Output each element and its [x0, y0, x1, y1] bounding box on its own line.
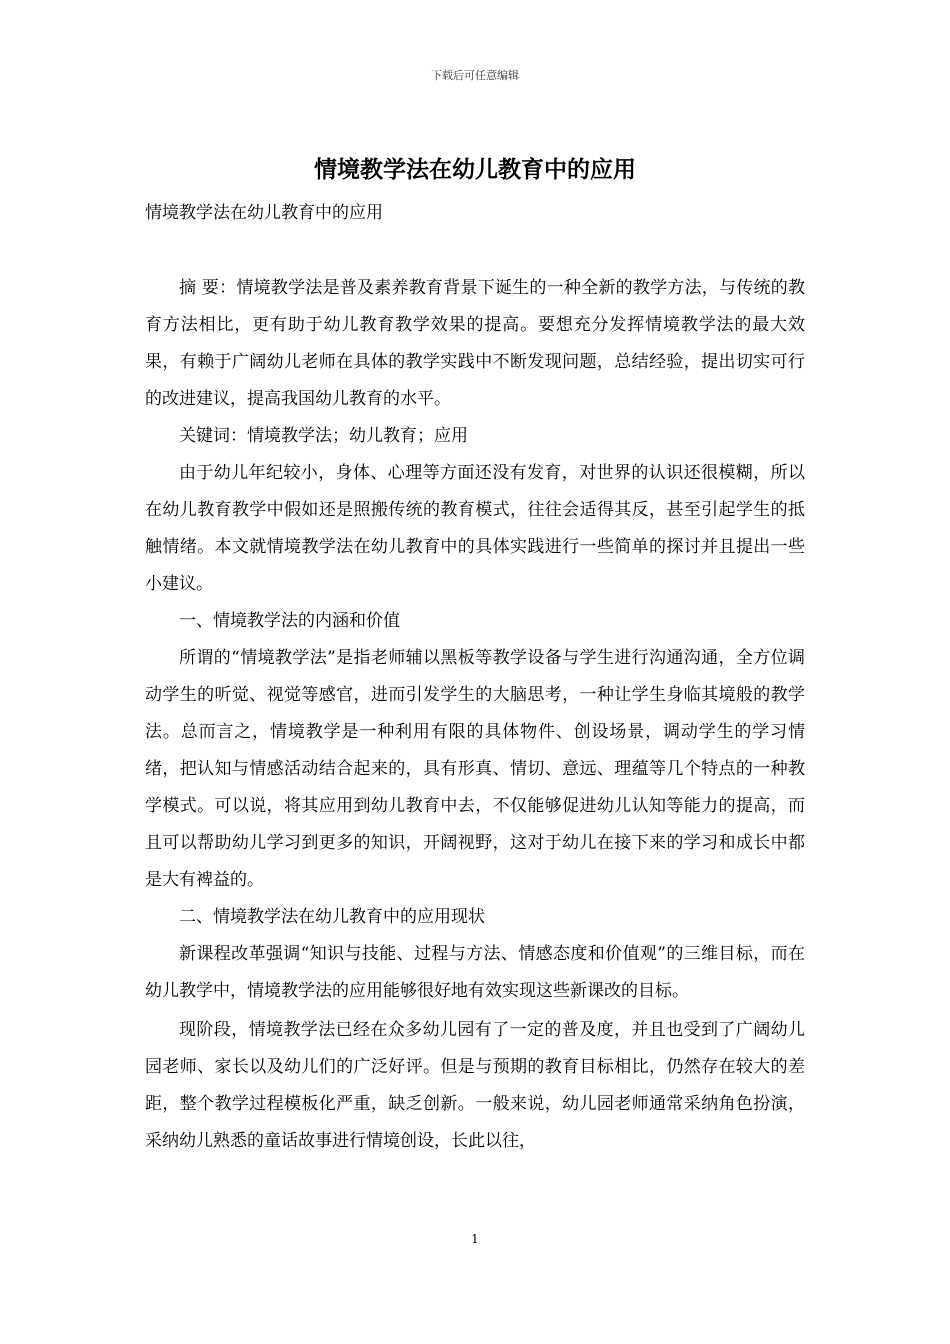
keywords-paragraph: 关键词：情境教学法；幼儿教育；应用 — [179, 426, 468, 446]
abstract-paragraph: 摘 要：情境教学法是普及素养教育背景下诞生的一种全新的教学方法，与传统的教育方法相比，更有助于幼儿教育教学效果的提高。要想充分发挥情境教学法的最大效果，有赖于广阔幼儿老师在具体的教学实践中不断发现问题，总结经验，提出切实可行的改进建议，提高我国幼儿教育的水平。 — [145, 278, 805, 409]
document-title: 情境教学法在幼儿教育中的应用 — [314, 156, 636, 183]
document-subtitle: 情境教学法在幼儿教育中的应用 — [145, 203, 383, 223]
section-heading-1: 一、情境教学法的内涵和价值 — [179, 611, 400, 631]
document-body — [145, 270, 805, 1160]
header-note: 下载后可任意编辑 — [431, 69, 519, 82]
page-number: 1 — [471, 1232, 479, 1246]
section-heading-2: 二、情境教学法在幼儿教育中的应用现状 — [179, 907, 485, 927]
body-paragraph: 现阶段，情境教学法已经在众多幼儿园有了一定的普及度，并且也受到了广阔幼儿园老师、家长以及幼儿们的广泛好评。但是与预期的教育目标相比，仍然存在较大的差距，整个教学过程模板化严重，缺乏创新。一般来说，幼儿园老师通常采纳角色扮演，采纳幼儿熟悉的童话故事进行情境创设，长此以往， — [145, 1020, 805, 1151]
body-paragraph: 新课程改革强调“知识与技能、过程与方法、情感态度和价值观”的三维目标，而在幼儿教学中，情境教学法的应用能够很好地有效实现这些新课改的目标。 — [145, 944, 805, 1001]
body-paragraph: 所谓的“情境教学法”是指老师辅以黑板等教学设备与学生进行沟通沟通，全方位调动学生的听觉、视觉等感官，进而引发学生的大脑思考，一种让学生身临其境般的教学法。总而言之，情境教学是一种利用有限的具体物件、创设场景，调动学生的学习情绪，把认知与情感活动结合起来的，具有形真、情切、意远、理蕴等几个特点的一种教学模式。可以说，将其应用到幼儿教育中去，不仅能够促进幼儿认知等能力的提高，而且可以帮助幼儿学习到更多的知识，开阔视野，这对于幼儿在接下来的学习和成长中都是大有裨益的。 — [145, 648, 805, 890]
intro-paragraph: 由于幼儿年纪较小，身体、心理等方面还没有发育，对世界的认识还很模糊，所以在幼儿教育教学中假如还是照搬传统的教育模式，往往会适得其反，甚至引起学生的抵触情绪。本文就情境教学法在幼儿教育中的具体实践进行一些简单的探讨并且提出一些小建议。 — [145, 463, 805, 594]
